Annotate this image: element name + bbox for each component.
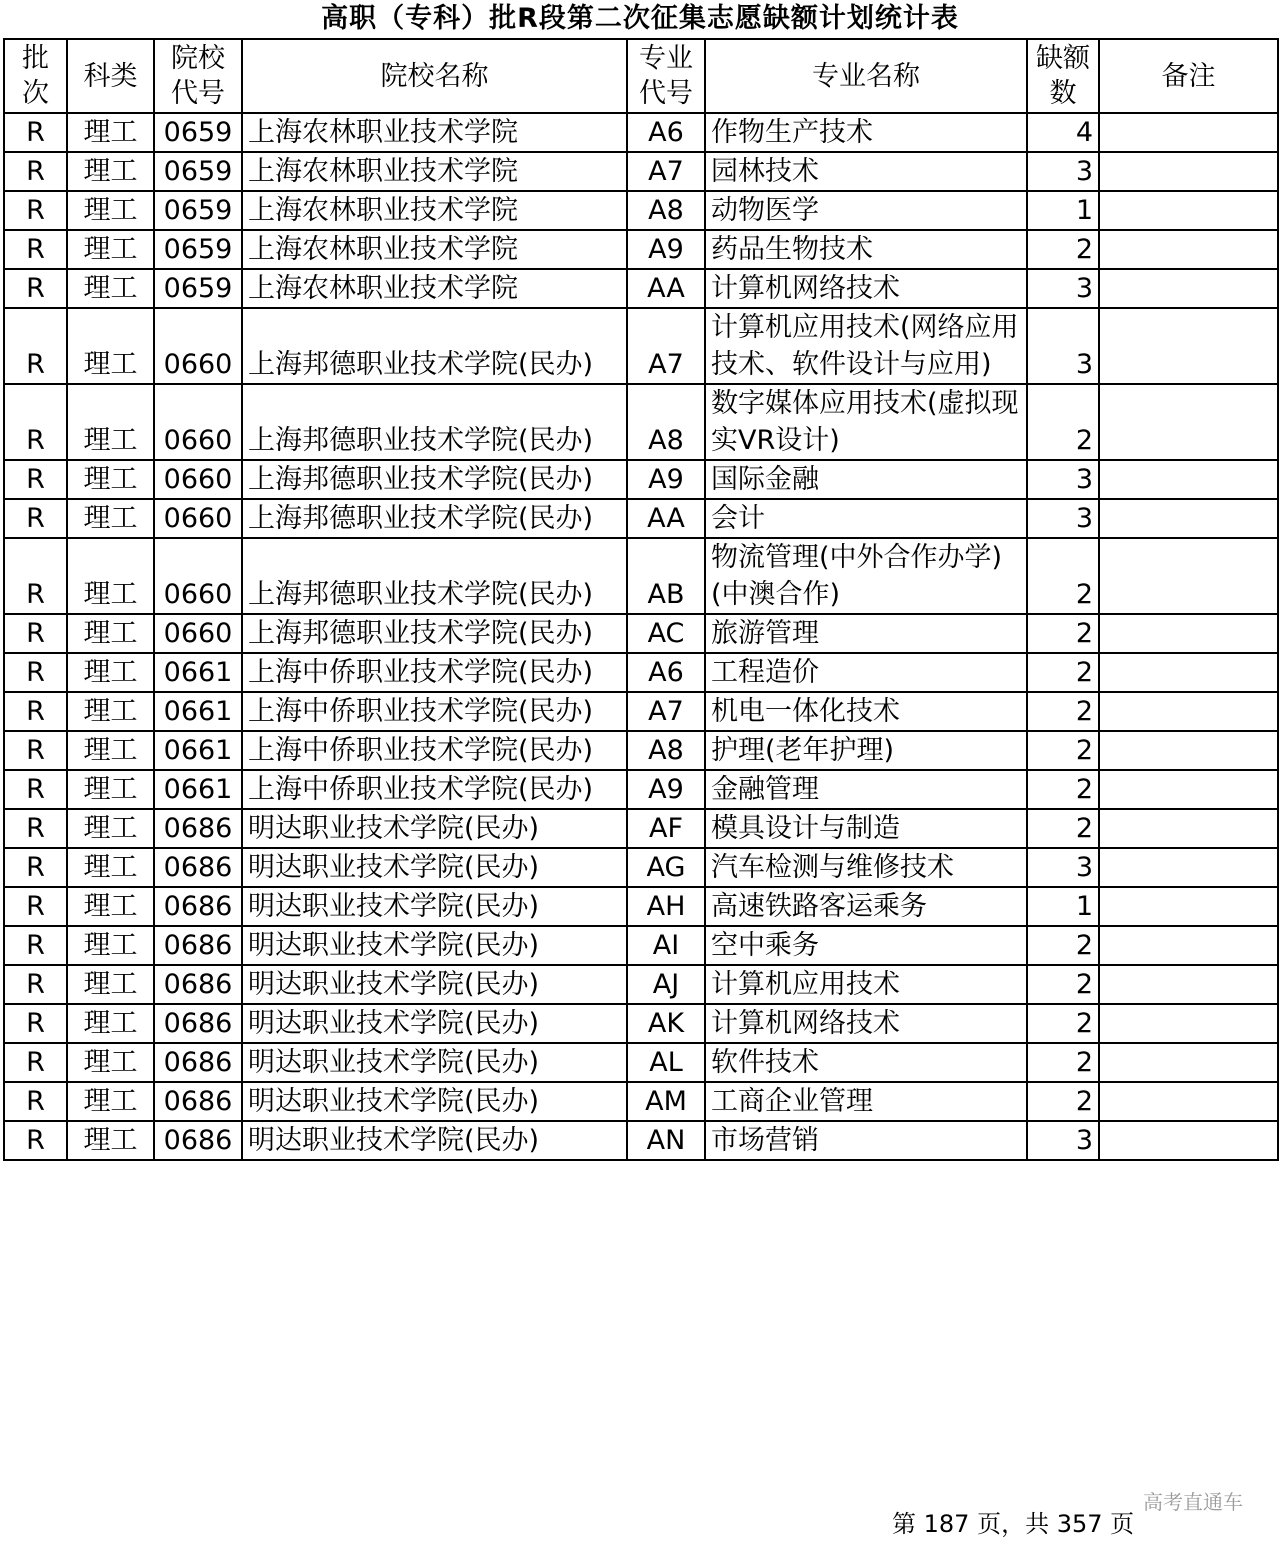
cell-major-name: 计算机应用技术 bbox=[705, 965, 1027, 1004]
cell-major-name: 工程造价 bbox=[705, 653, 1027, 692]
table-row bbox=[4, 770, 1278, 809]
cell-vacancies: 3 bbox=[1027, 1121, 1099, 1160]
cell-school-code: 0661 bbox=[154, 770, 242, 809]
page-number: 第 187 页，共 357 页 bbox=[892, 1510, 1135, 1538]
cell-batch: R bbox=[4, 499, 67, 538]
cell-major-code: A6 bbox=[627, 653, 705, 692]
table-row bbox=[4, 1004, 1278, 1043]
cell-school-code: 0661 bbox=[154, 731, 242, 770]
cell-remarks bbox=[1099, 809, 1278, 848]
cell-category: 理工 bbox=[67, 308, 154, 384]
cell-category: 理工 bbox=[67, 887, 154, 926]
cell-school-name: 明达职业技术学院(民办) bbox=[242, 1121, 627, 1160]
cell-school-code: 0686 bbox=[154, 1121, 242, 1160]
header-school-name: 院校名称 bbox=[242, 39, 627, 113]
cell-major-name: 物流管理(中外合作办学)(中澳合作) bbox=[705, 538, 1027, 614]
cell-major-name: 市场营销 bbox=[705, 1121, 1027, 1160]
cell-batch: R bbox=[4, 731, 67, 770]
table-header-row bbox=[4, 39, 1278, 113]
cell-major-code: AC bbox=[627, 614, 705, 653]
cell-school-name: 上海农林职业技术学院 bbox=[242, 230, 627, 269]
table-row bbox=[4, 191, 1278, 230]
cell-major-name: 软件技术 bbox=[705, 1043, 1027, 1082]
cell-batch: R bbox=[4, 770, 67, 809]
cell-remarks bbox=[1099, 384, 1278, 460]
cell-vacancies: 3 bbox=[1027, 152, 1099, 191]
cell-category: 理工 bbox=[67, 269, 154, 308]
cell-remarks bbox=[1099, 653, 1278, 692]
header-category: 科类 bbox=[67, 39, 154, 113]
cell-school-name: 上海邦德职业技术学院(民办) bbox=[242, 614, 627, 653]
cell-school-code: 0659 bbox=[154, 113, 242, 152]
cell-remarks bbox=[1099, 230, 1278, 269]
cell-school-code: 0660 bbox=[154, 499, 242, 538]
header-major-name: 专业名称 bbox=[705, 39, 1027, 113]
cell-remarks bbox=[1099, 152, 1278, 191]
cell-category: 理工 bbox=[67, 926, 154, 965]
cell-vacancies: 2 bbox=[1027, 965, 1099, 1004]
watermark-text: 高考直通车 bbox=[1143, 1490, 1243, 1514]
cell-vacancies: 3 bbox=[1027, 848, 1099, 887]
cell-vacancies: 2 bbox=[1027, 653, 1099, 692]
vacancy-table bbox=[3, 38, 1279, 1161]
cell-school-code: 0686 bbox=[154, 809, 242, 848]
cell-batch: R bbox=[4, 692, 67, 731]
cell-major-code: A8 bbox=[627, 731, 705, 770]
cell-major-code: A7 bbox=[627, 692, 705, 731]
cell-major-code: AN bbox=[627, 1121, 705, 1160]
cell-school-name: 上海邦德职业技术学院(民办) bbox=[242, 538, 627, 614]
cell-major-code: AM bbox=[627, 1082, 705, 1121]
cell-major-code: AH bbox=[627, 887, 705, 926]
cell-major-code: AA bbox=[627, 499, 705, 538]
cell-vacancies: 3 bbox=[1027, 308, 1099, 384]
cell-major-name: 模具设计与制造 bbox=[705, 809, 1027, 848]
table-body bbox=[4, 113, 1278, 1160]
cell-school-name: 明达职业技术学院(民办) bbox=[242, 809, 627, 848]
cell-school-name: 明达职业技术学院(民办) bbox=[242, 1082, 627, 1121]
cell-school-name: 上海邦德职业技术学院(民办) bbox=[242, 460, 627, 499]
header-school-code: 院校代号 bbox=[154, 39, 242, 113]
cell-remarks bbox=[1099, 269, 1278, 308]
cell-vacancies: 2 bbox=[1027, 538, 1099, 614]
cell-batch: R bbox=[4, 1121, 67, 1160]
cell-batch: R bbox=[4, 460, 67, 499]
cell-category: 理工 bbox=[67, 1082, 154, 1121]
cell-school-name: 上海中侨职业技术学院(民办) bbox=[242, 731, 627, 770]
cell-category: 理工 bbox=[67, 113, 154, 152]
cell-batch: R bbox=[4, 384, 67, 460]
table-row bbox=[4, 926, 1278, 965]
cell-school-name: 上海邦德职业技术学院(民办) bbox=[242, 308, 627, 384]
cell-school-code: 0660 bbox=[154, 614, 242, 653]
cell-category: 理工 bbox=[67, 809, 154, 848]
cell-school-code: 0661 bbox=[154, 653, 242, 692]
cell-major-code: A7 bbox=[627, 152, 705, 191]
cell-category: 理工 bbox=[67, 731, 154, 770]
table-row bbox=[4, 653, 1278, 692]
cell-school-code: 0686 bbox=[154, 1043, 242, 1082]
table-row bbox=[4, 269, 1278, 308]
cell-school-name: 明达职业技术学院(民办) bbox=[242, 926, 627, 965]
cell-batch: R bbox=[4, 965, 67, 1004]
cell-vacancies: 2 bbox=[1027, 809, 1099, 848]
cell-batch: R bbox=[4, 848, 67, 887]
cell-school-code: 0659 bbox=[154, 191, 242, 230]
cell-batch: R bbox=[4, 308, 67, 384]
cell-major-code: A9 bbox=[627, 460, 705, 499]
cell-remarks bbox=[1099, 191, 1278, 230]
cell-batch: R bbox=[4, 230, 67, 269]
cell-major-code: A9 bbox=[627, 230, 705, 269]
cell-category: 理工 bbox=[67, 614, 154, 653]
table-row bbox=[4, 230, 1278, 269]
cell-vacancies: 2 bbox=[1027, 384, 1099, 460]
table-row bbox=[4, 538, 1278, 614]
cell-batch: R bbox=[4, 809, 67, 848]
cell-major-code: AJ bbox=[627, 965, 705, 1004]
cell-school-code: 0686 bbox=[154, 965, 242, 1004]
cell-major-name: 金融管理 bbox=[705, 770, 1027, 809]
cell-major-code: AK bbox=[627, 1004, 705, 1043]
cell-remarks bbox=[1099, 1004, 1278, 1043]
cell-school-name: 上海中侨职业技术学院(民办) bbox=[242, 692, 627, 731]
cell-vacancies: 2 bbox=[1027, 614, 1099, 653]
cell-school-code: 0660 bbox=[154, 460, 242, 499]
cell-batch: R bbox=[4, 538, 67, 614]
cell-school-name: 上海农林职业技术学院 bbox=[242, 191, 627, 230]
cell-batch: R bbox=[4, 653, 67, 692]
cell-batch: R bbox=[4, 614, 67, 653]
cell-remarks bbox=[1099, 887, 1278, 926]
table-row bbox=[4, 113, 1278, 152]
cell-vacancies: 2 bbox=[1027, 692, 1099, 731]
cell-major-name: 护理(老年护理) bbox=[705, 731, 1027, 770]
cell-school-code: 0686 bbox=[154, 1004, 242, 1043]
cell-major-code: AI bbox=[627, 926, 705, 965]
cell-vacancies: 3 bbox=[1027, 499, 1099, 538]
cell-school-name: 上海邦德职业技术学院(民办) bbox=[242, 384, 627, 460]
cell-category: 理工 bbox=[67, 499, 154, 538]
cell-remarks bbox=[1099, 1043, 1278, 1082]
cell-remarks bbox=[1099, 926, 1278, 965]
cell-major-name: 空中乘务 bbox=[705, 926, 1027, 965]
cell-category: 理工 bbox=[67, 1004, 154, 1043]
cell-major-code: AL bbox=[627, 1043, 705, 1082]
cell-vacancies: 2 bbox=[1027, 1004, 1099, 1043]
cell-school-name: 上海中侨职业技术学院(民办) bbox=[242, 653, 627, 692]
table-row bbox=[4, 1082, 1278, 1121]
cell-school-code: 0661 bbox=[154, 692, 242, 731]
cell-school-name: 明达职业技术学院(民办) bbox=[242, 848, 627, 887]
table-row bbox=[4, 308, 1278, 384]
cell-school-name: 上海邦德职业技术学院(民办) bbox=[242, 499, 627, 538]
cell-remarks bbox=[1099, 538, 1278, 614]
cell-category: 理工 bbox=[67, 965, 154, 1004]
cell-school-code: 0660 bbox=[154, 538, 242, 614]
table-row bbox=[4, 731, 1278, 770]
cell-category: 理工 bbox=[67, 191, 154, 230]
cell-major-name: 旅游管理 bbox=[705, 614, 1027, 653]
cell-major-code: AF bbox=[627, 809, 705, 848]
cell-major-name: 国际金融 bbox=[705, 460, 1027, 499]
cell-remarks bbox=[1099, 113, 1278, 152]
table-row bbox=[4, 965, 1278, 1004]
document-title: 高职（专科）批R段第二次征集志愿缺额计划统计表 bbox=[321, 3, 959, 34]
cell-batch: R bbox=[4, 926, 67, 965]
cell-major-code: A7 bbox=[627, 308, 705, 384]
cell-major-name: 作物生产技术 bbox=[705, 113, 1027, 152]
cell-major-name: 药品生物技术 bbox=[705, 230, 1027, 269]
table-row bbox=[4, 460, 1278, 499]
cell-vacancies: 2 bbox=[1027, 230, 1099, 269]
cell-major-code: AA bbox=[627, 269, 705, 308]
cell-school-code: 0686 bbox=[154, 926, 242, 965]
table-row bbox=[4, 809, 1278, 848]
table-row bbox=[4, 384, 1278, 460]
cell-vacancies: 2 bbox=[1027, 1043, 1099, 1082]
cell-major-name: 汽车检测与维修技术 bbox=[705, 848, 1027, 887]
cell-major-name: 计算机网络技术 bbox=[705, 269, 1027, 308]
cell-remarks bbox=[1099, 692, 1278, 731]
cell-batch: R bbox=[4, 152, 67, 191]
cell-school-name: 明达职业技术学院(民办) bbox=[242, 887, 627, 926]
cell-batch: R bbox=[4, 113, 67, 152]
cell-remarks bbox=[1099, 770, 1278, 809]
cell-category: 理工 bbox=[67, 1121, 154, 1160]
cell-major-code: A9 bbox=[627, 770, 705, 809]
cell-category: 理工 bbox=[67, 1043, 154, 1082]
cell-batch: R bbox=[4, 1004, 67, 1043]
cell-school-code: 0660 bbox=[154, 308, 242, 384]
table-row bbox=[4, 848, 1278, 887]
cell-remarks bbox=[1099, 460, 1278, 499]
cell-school-name: 上海农林职业技术学院 bbox=[242, 113, 627, 152]
header-remarks: 备注 bbox=[1099, 39, 1278, 113]
cell-remarks bbox=[1099, 965, 1278, 1004]
cell-remarks bbox=[1099, 848, 1278, 887]
cell-school-name: 上海中侨职业技术学院(民办) bbox=[242, 770, 627, 809]
header-major-code: 专业代号 bbox=[627, 39, 705, 113]
cell-school-name: 上海农林职业技术学院 bbox=[242, 152, 627, 191]
header-batch: 批次 bbox=[4, 39, 67, 113]
cell-category: 理工 bbox=[67, 384, 154, 460]
cell-batch: R bbox=[4, 1082, 67, 1121]
cell-category: 理工 bbox=[67, 692, 154, 731]
cell-vacancies: 2 bbox=[1027, 926, 1099, 965]
cell-school-code: 0659 bbox=[154, 269, 242, 308]
cell-category: 理工 bbox=[67, 770, 154, 809]
header-vacancies: 缺额数 bbox=[1027, 39, 1099, 113]
cell-batch: R bbox=[4, 887, 67, 926]
cell-category: 理工 bbox=[67, 538, 154, 614]
cell-vacancies: 2 bbox=[1027, 1082, 1099, 1121]
cell-school-name: 明达职业技术学院(民办) bbox=[242, 1004, 627, 1043]
cell-school-code: 0686 bbox=[154, 848, 242, 887]
table-row bbox=[4, 1121, 1278, 1160]
cell-school-code: 0660 bbox=[154, 384, 242, 460]
cell-major-name: 高速铁路客运乘务 bbox=[705, 887, 1027, 926]
table-row bbox=[4, 1043, 1278, 1082]
cell-school-name: 明达职业技术学院(民办) bbox=[242, 1043, 627, 1082]
cell-major-name: 工商企业管理 bbox=[705, 1082, 1027, 1121]
table-row bbox=[4, 887, 1278, 926]
cell-school-code: 0686 bbox=[154, 1082, 242, 1121]
cell-category: 理工 bbox=[67, 152, 154, 191]
cell-vacancies: 2 bbox=[1027, 770, 1099, 809]
cell-school-code: 0659 bbox=[154, 152, 242, 191]
cell-category: 理工 bbox=[67, 460, 154, 499]
cell-category: 理工 bbox=[67, 230, 154, 269]
cell-vacancies: 1 bbox=[1027, 887, 1099, 926]
cell-major-code: A6 bbox=[627, 113, 705, 152]
cell-vacancies: 4 bbox=[1027, 113, 1099, 152]
cell-major-name: 计算机网络技术 bbox=[705, 1004, 1027, 1043]
cell-batch: R bbox=[4, 191, 67, 230]
cell-major-name: 机电一体化技术 bbox=[705, 692, 1027, 731]
cell-remarks bbox=[1099, 499, 1278, 538]
cell-vacancies: 3 bbox=[1027, 269, 1099, 308]
cell-vacancies: 2 bbox=[1027, 731, 1099, 770]
cell-major-code: A8 bbox=[627, 191, 705, 230]
cell-remarks bbox=[1099, 1121, 1278, 1160]
cell-major-code: AB bbox=[627, 538, 705, 614]
cell-remarks bbox=[1099, 731, 1278, 770]
cell-school-name: 上海农林职业技术学院 bbox=[242, 269, 627, 308]
cell-major-name: 园林技术 bbox=[705, 152, 1027, 191]
cell-category: 理工 bbox=[67, 653, 154, 692]
cell-major-code: A8 bbox=[627, 384, 705, 460]
cell-major-name: 数字媒体应用技术(虚拟现实VR设计) bbox=[705, 384, 1027, 460]
cell-remarks bbox=[1099, 308, 1278, 384]
cell-remarks bbox=[1099, 1082, 1278, 1121]
cell-category: 理工 bbox=[67, 848, 154, 887]
cell-batch: R bbox=[4, 269, 67, 308]
cell-vacancies: 3 bbox=[1027, 460, 1099, 499]
cell-school-code: 0659 bbox=[154, 230, 242, 269]
cell-vacancies: 1 bbox=[1027, 191, 1099, 230]
table-row bbox=[4, 614, 1278, 653]
cell-major-code: AG bbox=[627, 848, 705, 887]
cell-school-code: 0686 bbox=[154, 887, 242, 926]
cell-major-name: 会计 bbox=[705, 499, 1027, 538]
cell-batch: R bbox=[4, 1043, 67, 1082]
table-row bbox=[4, 152, 1278, 191]
cell-school-name: 明达职业技术学院(民办) bbox=[242, 965, 627, 1004]
cell-major-name: 动物医学 bbox=[705, 191, 1027, 230]
cell-remarks bbox=[1099, 614, 1278, 653]
table-row bbox=[4, 692, 1278, 731]
table-row bbox=[4, 499, 1278, 538]
cell-major-name: 计算机应用技术(网络应用技术、软件设计与应用) bbox=[705, 308, 1027, 384]
